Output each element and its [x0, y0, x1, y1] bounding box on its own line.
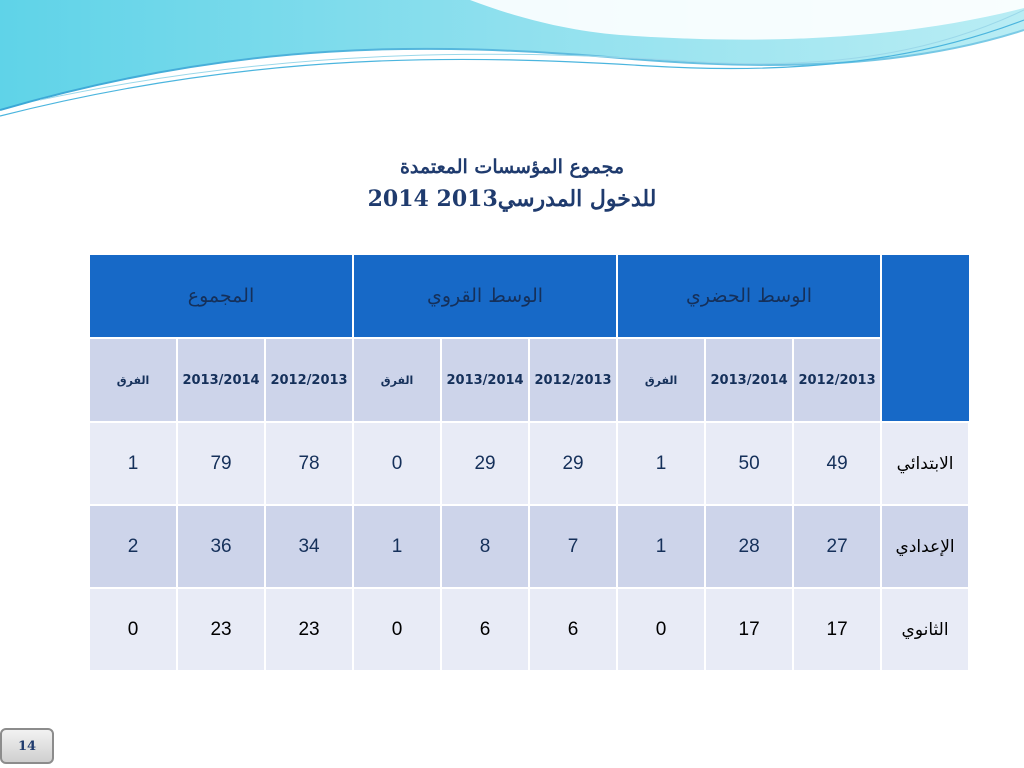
decorative-wave-header [0, 0, 1024, 130]
cell-urban-diff: 0 [617, 588, 705, 671]
cell-urban-2012: 49 [793, 422, 881, 505]
header-corner [881, 255, 969, 422]
header-group-rural: الوسط القروي [353, 255, 617, 338]
cell-total-2012: 34 [265, 505, 353, 588]
title-line-1: مجموع المؤسسات المعتمدة [399, 156, 625, 178]
cell-rural-2012: 29 [529, 422, 617, 505]
page-number-badge [0, 728, 54, 764]
cell-urban-2013: 17 [705, 588, 793, 671]
cell-total-2013: 23 [177, 588, 265, 671]
row-label: الثانوي [881, 588, 969, 671]
cell-total-diff: 2 [89, 505, 177, 588]
cell-urban-diff: 1 [617, 505, 705, 588]
subheader-urban-diff: الفرق [617, 338, 705, 422]
cell-rural-diff: 0 [353, 588, 441, 671]
header-group-urban: الوسط الحضري [617, 255, 881, 338]
subheader-rural-2013: 2013/2014 [441, 338, 529, 422]
cell-rural-2013: 8 [441, 505, 529, 588]
institutions-table [88, 255, 970, 672]
subheader-rural-diff: الفرق [353, 338, 441, 422]
cell-urban-2013: 50 [705, 422, 793, 505]
cell-total-diff: 1 [89, 422, 177, 505]
slide-title [262, 152, 762, 216]
header-group-total: المجموع [89, 255, 353, 338]
cell-rural-2013: 6 [441, 588, 529, 671]
cell-total-diff: 0 [89, 588, 177, 671]
header-row-years [89, 338, 969, 422]
cell-urban-2012: 27 [793, 505, 881, 588]
cell-total-2013: 36 [177, 505, 265, 588]
subheader-total-2013: 2013/2014 [177, 338, 265, 422]
table-row [89, 422, 969, 505]
subheader-total-diff: الفرق [89, 338, 177, 422]
table-row [89, 588, 969, 671]
subheader-rural-2012: 2012/2013 [529, 338, 617, 422]
title-line-2: للدخول المدرسي2013 2014 [367, 186, 657, 212]
subheader-urban-2012: 2012/2013 [793, 338, 881, 422]
cell-total-2012: 23 [265, 588, 353, 671]
cell-urban-diff: 1 [617, 422, 705, 505]
page-number: 14 [17, 738, 37, 754]
cell-rural-2013: 29 [441, 422, 529, 505]
subheader-total-2012: 2012/2013 [265, 338, 353, 422]
cell-rural-diff: 1 [353, 505, 441, 588]
cell-total-2013: 79 [177, 422, 265, 505]
row-label: الابتدائي [881, 422, 969, 505]
cell-total-2012: 78 [265, 422, 353, 505]
cell-urban-2013: 28 [705, 505, 793, 588]
cell-rural-diff: 0 [353, 422, 441, 505]
header-row-groups [89, 255, 969, 338]
cell-rural-2012: 7 [529, 505, 617, 588]
subheader-urban-2013: 2013/2014 [705, 338, 793, 422]
cell-urban-2012: 17 [793, 588, 881, 671]
row-label: الإعدادي [881, 505, 969, 588]
cell-rural-2012: 6 [529, 588, 617, 671]
table-row [89, 505, 969, 588]
